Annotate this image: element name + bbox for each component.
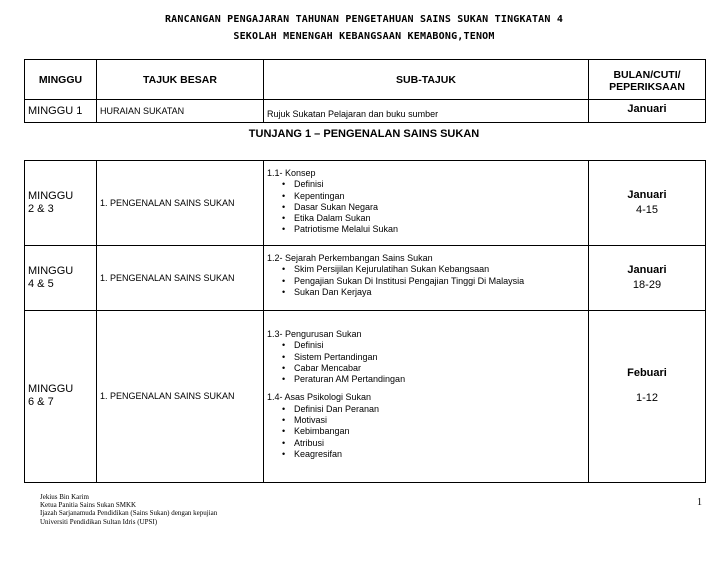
row2-sub — [264, 246, 589, 311]
row1-dates: 4-15 — [635, 204, 659, 216]
header-table — [24, 59, 706, 123]
list-item: • Motivasi — [267, 415, 588, 426]
table-row — [25, 161, 706, 246]
row2-tajuk: 1. PENGENALAN SAINS SUKAN — [97, 246, 264, 311]
col-header-bulan-line2: PEPERIKSAAN — [609, 80, 685, 93]
page-number: 1 — [697, 497, 702, 508]
row1-sub — [264, 161, 589, 246]
row2-bullets — [267, 264, 588, 298]
col-header-bulan-line1: BULAN/CUTI/ — [613, 68, 681, 81]
row3-minggu-label: MINGGU — [28, 383, 74, 395]
table-row — [25, 246, 706, 311]
row2-bulan — [589, 246, 706, 311]
row3-bullets2 — [267, 404, 588, 460]
row2-sub-heading: 1.2- Sejarah Perkembangan Sains Sukan — [267, 253, 433, 263]
footer-degree: Ijazah Sarjanamuda Pendidikan (Sains Sukan) dengan kepujian — [40, 509, 218, 518]
row2-month: Januari — [627, 264, 667, 276]
col-header-sub-tajuk: SUB-TAJUK — [264, 60, 589, 100]
header-row — [25, 60, 706, 100]
col-header-minggu: MINGGU — [25, 60, 97, 100]
col-header-bulan — [589, 60, 706, 100]
footer-position: Ketua Panitia Sains Sukan SMKK — [40, 501, 137, 510]
row1-bulan — [589, 161, 706, 246]
col-header-tajuk-besar: TAJUK BESAR — [97, 60, 264, 100]
intro-minggu: MINGGU 1 — [25, 100, 97, 123]
row2-dates: 18-29 — [632, 279, 662, 291]
row3-dates: 1-12 — [635, 392, 659, 404]
list-item: • Etika Dalam Sukan — [267, 213, 588, 224]
table-row — [25, 311, 706, 483]
footer-university: Universiti Pendidikan Sultan Idris (UPSI) — [40, 517, 158, 526]
list-item: • Cabar Mencabar — [267, 363, 588, 374]
row2-minggu-label: MINGGU — [28, 265, 74, 277]
footer-name: Jekius Bin Karim — [40, 493, 89, 501]
row2-minggu-weeks: 4 & 5 — [28, 278, 54, 290]
row1-minggu-weeks: 2 & 3 — [28, 203, 54, 215]
list-item: • Definisi — [267, 340, 588, 351]
document-title: RANCANGAN PENGAJARAN TAHUNAN PENGETAHUAN SAINS SUKAN TINGKATAN 4 — [164, 14, 564, 25]
row3-month: Febuari — [627, 367, 667, 379]
intro-row — [25, 100, 706, 123]
content-table — [24, 160, 706, 483]
row1-minggu-label: MINGGU — [28, 190, 74, 202]
row1-sub-heading: 1.1- Konsep — [267, 168, 316, 178]
row3-sub-heading: 1.3- Pengurusan Sukan — [267, 329, 362, 339]
row3-sub-heading2: 1.4- Asas Psikologi Sukan — [267, 392, 372, 403]
row3-bullets — [267, 340, 588, 385]
list-item: • Sistem Pertandingan — [267, 352, 588, 363]
row1-minggu — [25, 161, 97, 246]
row3-minggu-weeks: 6 & 7 — [28, 396, 54, 408]
list-item: • Sukan Dan Kerjaya — [267, 287, 588, 298]
row1-bullets — [267, 179, 588, 235]
intro-bulan: Januari — [589, 100, 706, 123]
row3-tajuk: 1. PENGENALAN SAINS SUKAN — [97, 311, 264, 483]
footer-signature — [40, 493, 217, 526]
list-item: • Pengajian Sukan Di Institusi Pengajian Tinggi Di Malaysia — [267, 276, 588, 287]
list-item: • Atribusi — [267, 438, 588, 449]
row3-sub — [264, 311, 589, 483]
intro-sub: Rujuk Sukatan Pelajaran dan buku sumber — [264, 100, 589, 123]
list-item: • Kepentingan — [267, 191, 588, 202]
section-title: TUNJANG 1 – PENGENALAN SAINS SUKAN — [248, 128, 480, 140]
list-item: • Dasar Sukan Negara — [267, 202, 588, 213]
list-item: • Skim Persijilan Kejurulatihan Sukan Kebangsaan — [267, 264, 588, 275]
list-item: • Definisi — [267, 179, 588, 190]
school-name: SEKOLAH MENENGAH KEBANGSAAN KEMABONG,TENOM — [233, 31, 495, 42]
row3-bulan — [589, 311, 706, 483]
list-item: • Kebimbangan — [267, 426, 588, 437]
row1-month: Januari — [627, 189, 667, 201]
row3-minggu — [25, 311, 97, 483]
list-item: • Keagresifan — [267, 449, 588, 460]
list-item: • Patriotisme Melalui Sukan — [267, 224, 588, 235]
list-item: • Peraturan AM Pertandingan — [267, 374, 588, 385]
list-item: • Definisi Dan Peranan — [267, 404, 588, 415]
row1-tajuk: 1. PENGENALAN SAINS SUKAN — [97, 161, 264, 246]
intro-tajuk: HURAIAN SUKATAN — [97, 100, 264, 123]
row2-minggu — [25, 246, 97, 311]
